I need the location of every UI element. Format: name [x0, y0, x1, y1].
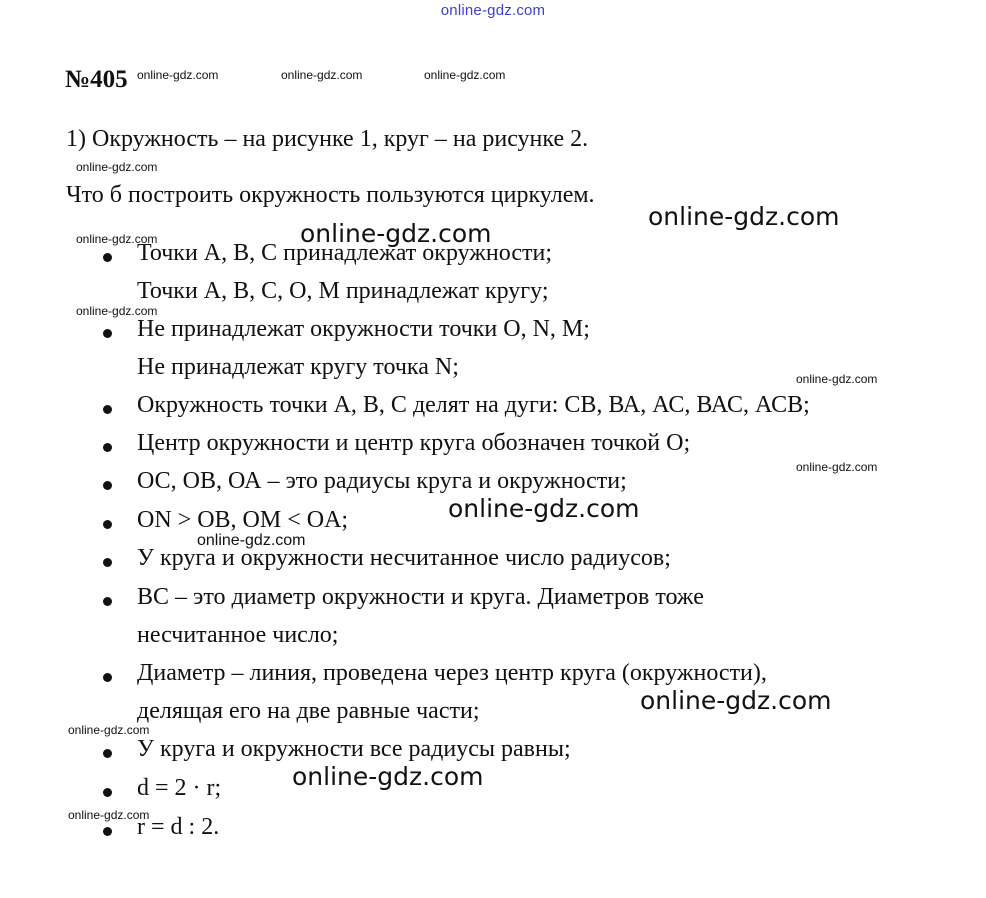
- compass-line: Что б построить окружность пользуются циркулем.: [66, 182, 595, 208]
- list-item-line: Диаметр – линия, проведена через центр круга (окружности),: [137, 660, 767, 686]
- bullet-dot: [103, 253, 112, 262]
- list-item-line: У круга и окружности несчитанное число радиусов;: [137, 545, 671, 571]
- bullet-dot: [103, 827, 112, 836]
- watermark-small: online-gdz.com: [796, 372, 878, 386]
- list-item-line: Центр окружности и центр круга обозначен точкой О;: [137, 430, 691, 456]
- list-item-line: делящая его на две равные части;: [137, 698, 480, 724]
- list-item-line: Точки А, В, С принадлежат окружности;: [137, 240, 552, 266]
- bullet-dot: [103, 788, 112, 797]
- list-item-line: ВС – это диаметр окружности и круга. Диаметров тоже: [137, 584, 704, 610]
- list-item-line: ОС, ОВ, ОА – это радиусы круга и окружности;: [137, 468, 627, 494]
- watermark-small: online-gdz.com: [281, 68, 363, 82]
- bullet-dot: [103, 749, 112, 758]
- list-item-line: Не принадлежат окружности точки О, N, М;: [137, 316, 590, 342]
- watermark-large: online-gdz.com: [640, 686, 832, 715]
- watermark-large: online-gdz.com: [300, 219, 492, 248]
- watermark-large: online-gdz.com: [648, 202, 840, 231]
- bullet-dot: [103, 443, 112, 452]
- bullet-dot: [103, 673, 112, 682]
- list-item-line: Точки А, В, С, О, М принадлежат кругу;: [137, 278, 549, 304]
- list-item-line: ON > OB, OM < OA;: [137, 507, 349, 533]
- watermark-small: online-gdz.com: [197, 532, 306, 549]
- list-item-line: Окружность точки А, В, С делят на дуги: СВ, ВА, АС, ВАС, АСВ;: [137, 392, 810, 418]
- intro-line: 1) Окружность – на рисунке 1, круг – на рисунке 2.: [66, 126, 589, 152]
- site-link[interactable]: online-gdz.com: [440, 2, 546, 19]
- list-item-line: d = 2 · r;: [137, 775, 222, 801]
- bullet-dot: [103, 329, 112, 338]
- task-number: №405: [65, 66, 128, 93]
- bullet-dot: [103, 597, 112, 606]
- watermark-large: online-gdz.com: [448, 494, 640, 523]
- watermark-small: online-gdz.com: [68, 808, 150, 822]
- watermark-large: online-gdz.com: [292, 762, 484, 791]
- bullet-dot: [103, 481, 112, 490]
- list-item-line: У круга и окружности все радиусы равны;: [137, 736, 571, 762]
- bullet-dot: [103, 405, 112, 414]
- list-item-line: r = d : 2.: [137, 814, 220, 840]
- watermark-small: online-gdz.com: [796, 460, 878, 474]
- watermark-small: online-gdz.com: [68, 723, 150, 737]
- watermark-small: online-gdz.com: [424, 68, 506, 82]
- list-item-line: Не принадлежат кругу точка N;: [137, 354, 459, 380]
- watermark-small: online-gdz.com: [76, 304, 158, 318]
- bullet-dot: [103, 520, 112, 529]
- list-item-line: несчитанное число;: [137, 622, 339, 648]
- watermark-small: online-gdz.com: [76, 232, 158, 246]
- watermark-small: online-gdz.com: [76, 160, 158, 174]
- bullet-dot: [103, 558, 112, 567]
- watermark-small: online-gdz.com: [137, 68, 219, 82]
